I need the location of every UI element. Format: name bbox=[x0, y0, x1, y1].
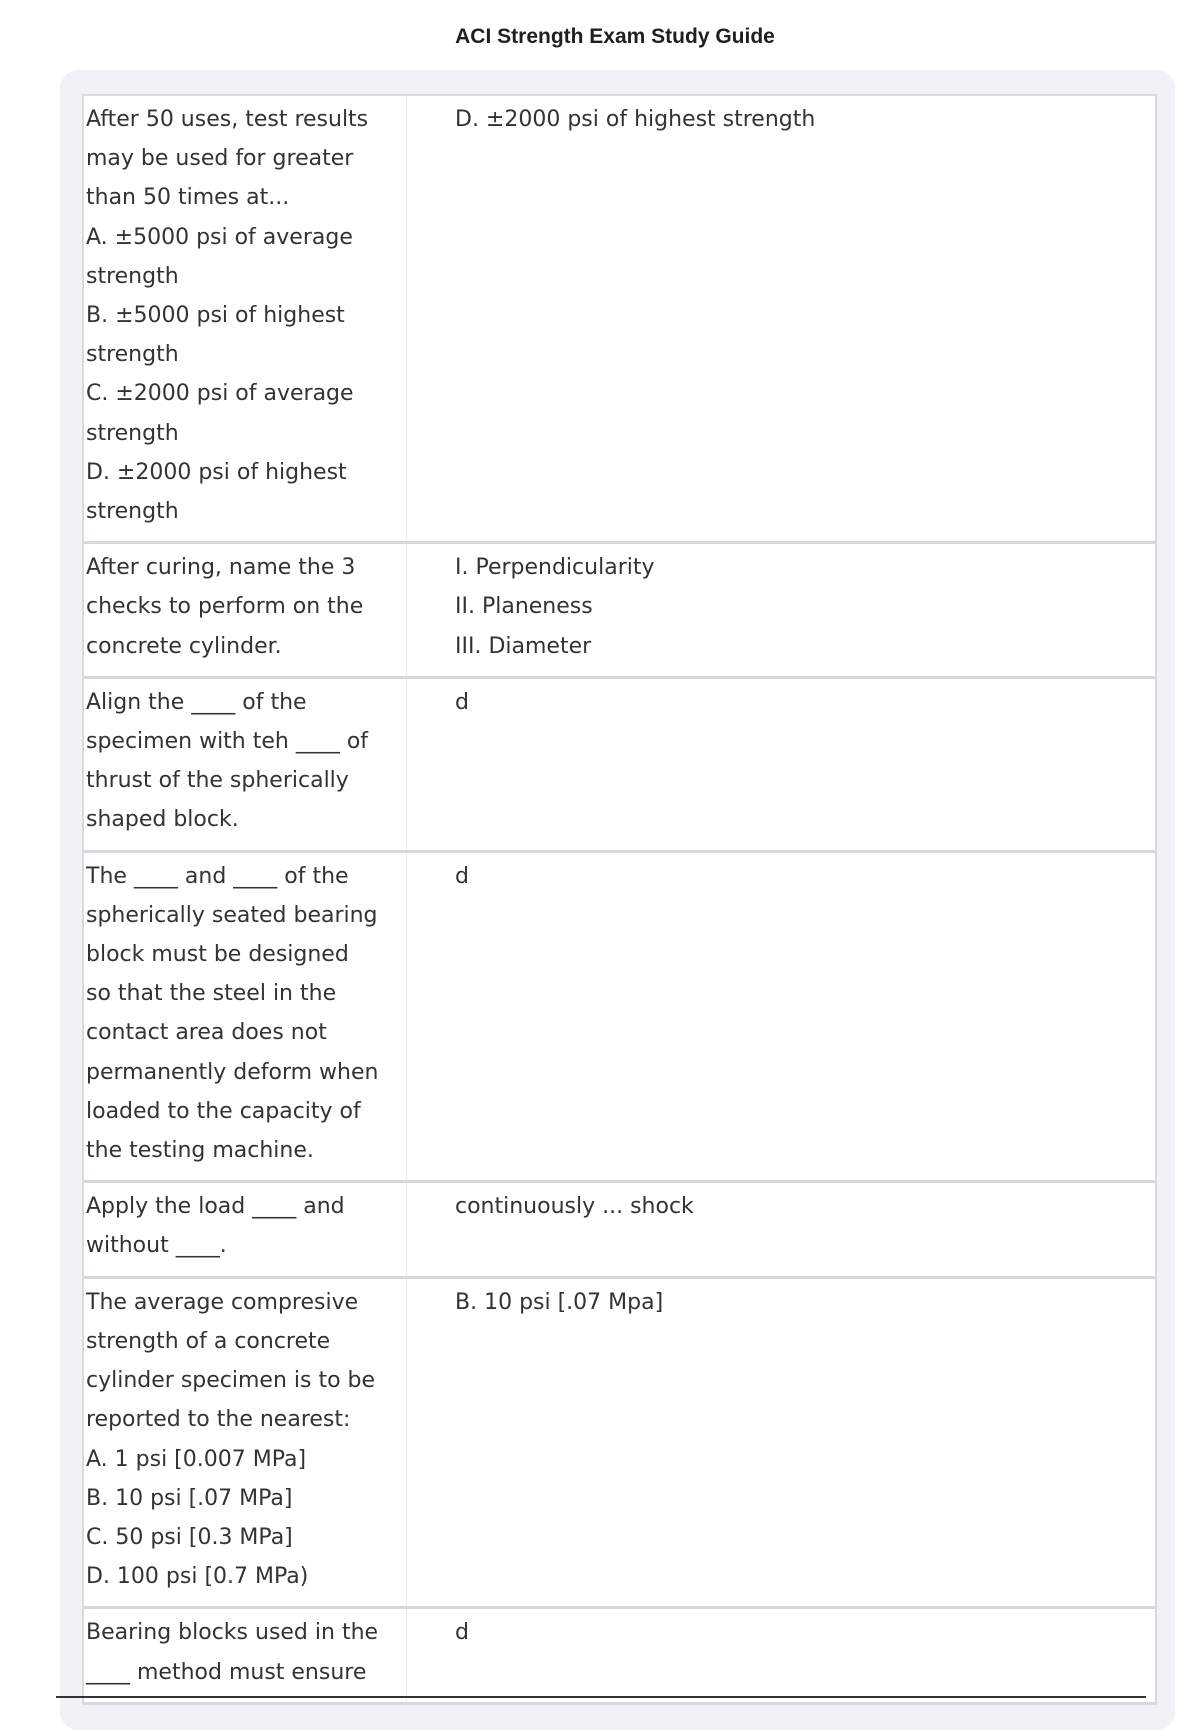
question-cell bbox=[84, 544, 407, 676]
question-line: After curing, name the 3 bbox=[86, 555, 356, 581]
question-line: strength bbox=[86, 342, 179, 368]
question-line: strength bbox=[86, 420, 179, 446]
flashcard-row bbox=[84, 1183, 1155, 1278]
flashcard-row bbox=[84, 1609, 1155, 1704]
question-line: strength bbox=[86, 263, 179, 289]
question-line: The average compresive bbox=[86, 1289, 359, 1315]
answer-cell bbox=[407, 1279, 1155, 1607]
question-line: B. ±5000 psi of highest bbox=[86, 303, 345, 329]
answer-cell bbox=[407, 853, 1155, 1181]
answer-cell bbox=[407, 544, 1155, 676]
question-line: without ____. bbox=[86, 1233, 227, 1259]
question-line: A. 1 psi [0.007 MPa] bbox=[86, 1446, 307, 1472]
question-line: concrete cylinder. bbox=[86, 633, 282, 659]
answer-cell bbox=[407, 96, 1155, 541]
question-line: reported to the nearest: bbox=[86, 1407, 351, 1433]
question-cell bbox=[84, 96, 407, 541]
answer-line: B. 10 psi [.07 Mpa] bbox=[455, 1289, 664, 1315]
answer-line: II. Planeness bbox=[455, 594, 593, 620]
flashcard-row bbox=[84, 96, 1155, 544]
question-line: contact area does not bbox=[86, 1020, 327, 1046]
flashcard-row bbox=[84, 544, 1155, 679]
question-line: C. 50 psi [0.3 MPa] bbox=[86, 1524, 293, 1550]
question-line: the testing machine. bbox=[86, 1138, 314, 1164]
question-line: thrust of the spherically bbox=[86, 768, 349, 794]
question-line: block must be designed bbox=[86, 942, 349, 968]
question-line: A. ±5000 psi of average bbox=[86, 224, 353, 250]
question-cell bbox=[84, 679, 407, 850]
flashcard-table bbox=[82, 94, 1157, 1705]
answer-cell bbox=[407, 679, 1155, 850]
answer-line: d bbox=[455, 689, 469, 715]
question-line: strength of a concrete bbox=[86, 1328, 331, 1354]
question-line: may be used for greater bbox=[86, 146, 354, 172]
answer-line: continuously ... shock bbox=[455, 1194, 694, 1220]
flashcard-row bbox=[84, 679, 1155, 853]
question-cell bbox=[84, 1279, 407, 1607]
question-line: shaped block. bbox=[86, 807, 239, 833]
page-title: ACI Strength Exam Study Guide bbox=[455, 25, 775, 48]
flashcard-row bbox=[84, 853, 1155, 1184]
answer-line: I. Perpendicularity bbox=[455, 555, 655, 581]
flashcard-row bbox=[84, 1279, 1155, 1610]
question-line: loaded to the capacity of bbox=[86, 1098, 361, 1124]
question-line: than 50 times at... bbox=[86, 185, 290, 211]
question-line: Align the ____ of the bbox=[86, 689, 307, 715]
answer-line: D. ±2000 psi of highest strength bbox=[455, 107, 816, 132]
answer-line: III. Diameter bbox=[455, 633, 592, 659]
question-line: checks to perform on the bbox=[86, 594, 364, 620]
question-line: C. ±2000 psi of average bbox=[86, 381, 354, 407]
question-cell bbox=[84, 853, 407, 1181]
answer-cell bbox=[407, 1183, 1155, 1275]
question-cell bbox=[84, 1609, 407, 1701]
question-line: D. ±2000 psi of highest bbox=[86, 459, 347, 485]
question-cell bbox=[84, 1183, 407, 1275]
question-line: cylinder specimen is to be bbox=[86, 1368, 376, 1394]
answer-line: d bbox=[455, 863, 469, 889]
question-line: Apply the load ____ and bbox=[86, 1194, 345, 1220]
question-line: After 50 uses, test results bbox=[86, 107, 369, 132]
question-line: permanently deform when bbox=[86, 1059, 379, 1085]
question-line: specimen with teh ____ of bbox=[86, 729, 369, 755]
page-bottom-divider bbox=[56, 1696, 1146, 1698]
question-line: B. 10 psi [.07 MPa] bbox=[86, 1485, 293, 1511]
question-line: spherically seated bearing bbox=[86, 902, 378, 928]
answer-line: d bbox=[455, 1620, 469, 1646]
question-line: D. 100 psi [0.7 MPa) bbox=[86, 1564, 309, 1590]
question-line: strength bbox=[86, 499, 179, 525]
question-line: Bearing blocks used in the bbox=[86, 1620, 379, 1646]
question-line: The ____ and ____ of the bbox=[86, 863, 349, 889]
question-line: so that the steel in the bbox=[86, 981, 337, 1007]
question-line: ____ method must ensure bbox=[86, 1659, 367, 1685]
answer-cell bbox=[407, 1609, 1155, 1701]
